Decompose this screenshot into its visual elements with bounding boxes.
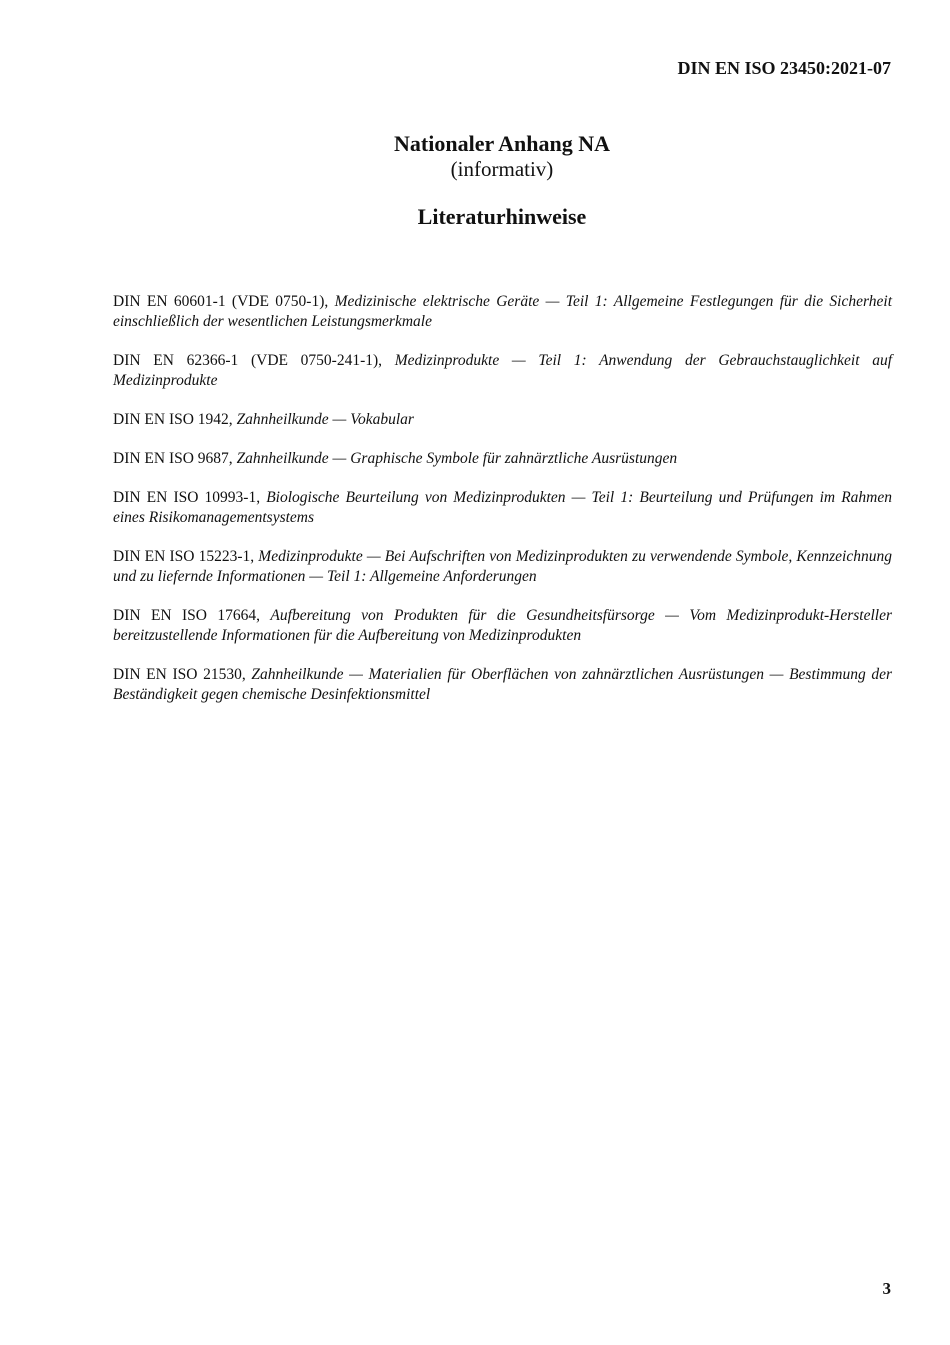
reference-title: Medizinische elektrische Geräte — Teil 1: Allgemeine Festlegungen für die Sicherheit einschließlich der wesentlichen Leistungsmerkmale	[113, 293, 892, 330]
reference-title: Biologische Beurteilung von Medizinprodukten — Teil 1: Beurteilung und Prüfungen im Rahmen eines Risikomanagementsystems	[113, 489, 893, 526]
reference-title: Zahnheilkunde — Materialien für Oberflächen von zahnärztlichen Ausrüstungen — Bestimmung der Beständigkeit gegen chemische Desinfektionsmittel	[113, 666, 892, 703]
reference-item	[113, 488, 892, 528]
reference-code: DIN EN ISO 1942,	[113, 411, 233, 428]
reference-list	[113, 292, 892, 724]
annex-title: Nationaler Anhang NA	[394, 131, 610, 156]
reference-title: Zahnheilkunde — Graphische Symbole für zahnärztliche Ausrüstungen	[236, 450, 678, 467]
reference-item	[113, 449, 892, 469]
reference-code: DIN EN ISO 10993-1,	[113, 489, 261, 506]
reference-title: Medizinprodukte — Bei Aufschriften von Medizinprodukten zu verwendende Symbole, Kennzeichnung und zu liefernde Informationen — Teil 1: Allgemeine Anforderungen	[113, 548, 892, 585]
reference-title: Zahnheilkunde — Vokabular	[236, 411, 414, 428]
reference-item	[113, 547, 892, 587]
section-title: Literaturhinweise	[417, 204, 587, 229]
reference-item	[113, 410, 892, 430]
reference-title: Medizinprodukte — Teil 1: Anwendung der Gebrauchstauglichkeit auf Medizinprodukte	[113, 352, 893, 389]
reference-item	[113, 665, 892, 705]
reference-code: DIN EN ISO 15223-1,	[113, 548, 255, 565]
reference-code: DIN EN ISO 21530,	[113, 666, 246, 683]
annex-heading	[0, 130, 950, 182]
reference-code: DIN EN ISO 9687,	[113, 450, 233, 467]
reference-title: Aufbereitung von Produkten für die Gesundheitsfürsorge — Vom Medizinprodukt-Hersteller bereitzustellende Informationen für die Aufbereitung von Medizinprodukten	[113, 607, 893, 644]
reference-item	[113, 606, 892, 646]
reference-item	[113, 292, 892, 332]
annex-subtitle: (informativ)	[450, 157, 554, 181]
reference-code: DIN EN 60601-1 (VDE 0750-1),	[113, 293, 329, 310]
page-number: 3	[882, 1279, 891, 1298]
reference-code: DIN EN ISO 17664,	[113, 607, 261, 624]
document-id: DIN EN ISO 23450:2021-07	[677, 58, 891, 78]
reference-code: DIN EN 62366-1 (VDE 0750-241-1),	[113, 352, 383, 369]
reference-item	[113, 351, 892, 391]
